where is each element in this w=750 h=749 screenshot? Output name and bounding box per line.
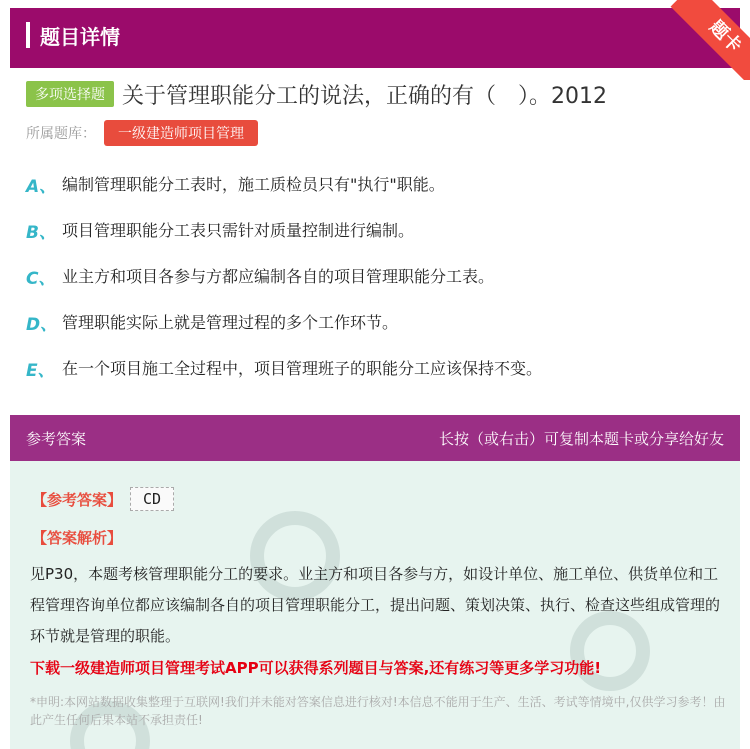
option-c[interactable] xyxy=(26,264,542,310)
option-letter: D、 xyxy=(26,315,58,335)
share-hint: 长按（或右击）可复制本题卡或分享给好友 xyxy=(438,430,724,448)
option-text: 项目管理职能分工表只需针对质量控制进行编制。 xyxy=(62,221,415,240)
option-d[interactable] xyxy=(26,310,542,356)
option-text: 在一个项目施工全过程中，项目管理班子的职能分工应该保持不变。 xyxy=(62,359,543,378)
question-line xyxy=(26,80,607,108)
option-text: 管理职能实际上就是管理过程的多个工作环节。 xyxy=(62,313,399,332)
answer-section-header xyxy=(10,415,740,461)
bank-label: 所属题库： xyxy=(26,126,96,142)
option-b[interactable] xyxy=(26,218,542,264)
option-letter: C、 xyxy=(26,269,56,289)
page-header xyxy=(10,8,740,68)
option-a[interactable] xyxy=(26,172,542,218)
analysis-text: 见P30，本题考核管理职能分工的要求。业主方和项目各参与方，如设计单位、施工单位、供货单位和工程管理咨询单位都应该编制各自的项目管理职能分工，提出问题、策划决策、执行、检查这些组成管理的环节就是管理的职能。 xyxy=(30,565,721,645)
page-title: 题目详情 xyxy=(40,25,120,49)
corner-badge xyxy=(655,0,750,80)
reference-answer-label: 【参考答案】 xyxy=(32,490,123,509)
question-text: 关于管理职能分工的说法，正确的有（ ）。2012 xyxy=(122,83,607,109)
option-text: 业主方和项目各参与方都应编制各自的项目管理职能分工表。 xyxy=(62,267,495,286)
reference-answer-value: CD xyxy=(130,487,174,511)
options-list xyxy=(26,172,542,402)
analysis-label: 【答案解析】 xyxy=(32,529,123,547)
answer-section-title: 参考答案 xyxy=(26,430,87,448)
answer-body xyxy=(10,461,740,749)
bank-tag-link[interactable]: 一级建造师项目管理 xyxy=(104,120,258,146)
title-accent-bar xyxy=(26,22,30,48)
question-type-tag: 多项选择题 xyxy=(26,81,114,107)
option-text: 编制管理职能分工表时，施工质检员只有"执行"职能。 xyxy=(62,175,445,194)
reference-answer-row xyxy=(32,487,174,511)
option-letter: B、 xyxy=(26,223,56,243)
app-promo-link[interactable]: 下载一级建造师项目管理考试APP可以获得系列题目与答案,还有练习等更多学习功能! xyxy=(30,659,602,677)
option-e[interactable] xyxy=(26,356,542,402)
option-letter: A、 xyxy=(26,177,57,197)
question-bank-line xyxy=(26,120,258,146)
disclaimer-text: *申明:本网站数据收集整理于互联网!我们并未能对答案信息进行核对!本信息不能用于生产、生活、考试等情境中,仅供学习参考！由此产生任何后果本站不承担责任! xyxy=(30,695,726,727)
option-letter: E、 xyxy=(26,361,55,381)
corner-ribbon-label: 题卡 xyxy=(671,0,750,80)
